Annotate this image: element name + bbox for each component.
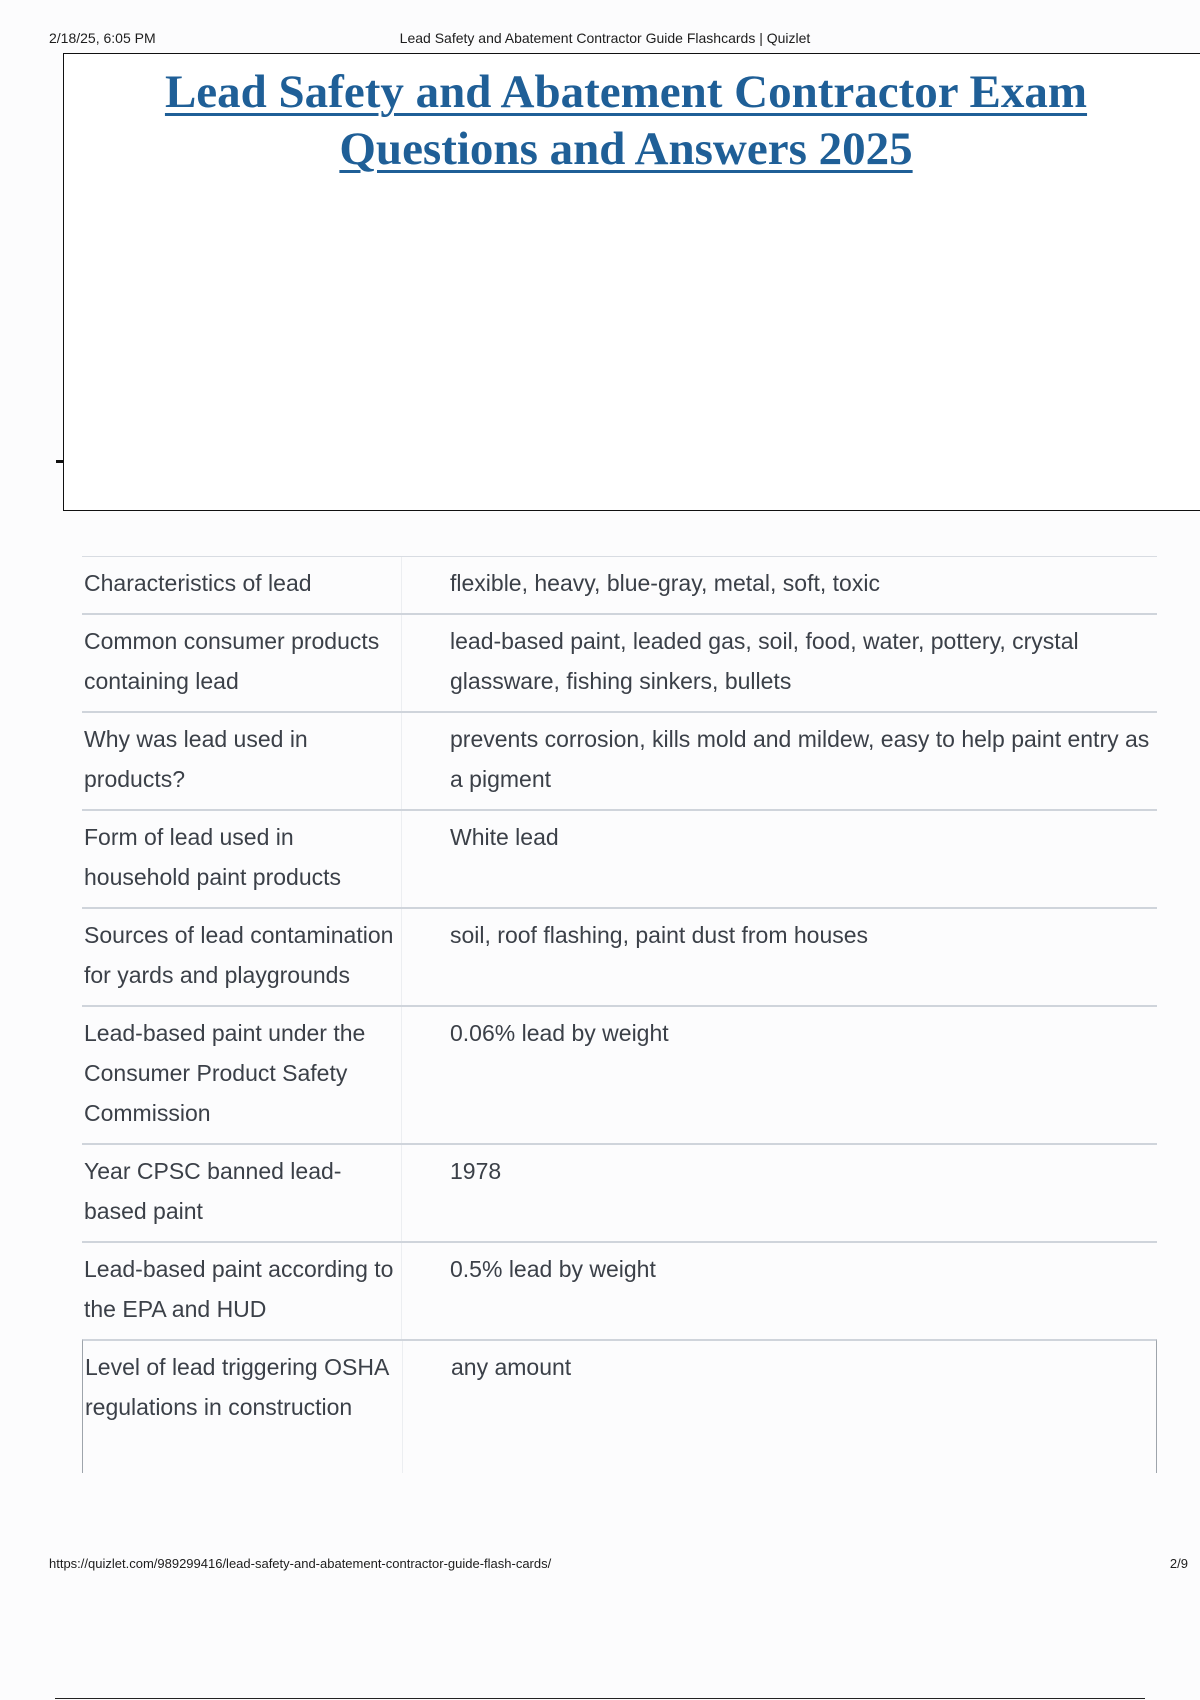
document-title: [64, 54, 1200, 178]
flashcard-definition: flexible, heavy, blue-gray, metal, soft, toxic: [450, 570, 880, 596]
flashcard-term: Common consumer products containing lead: [82, 615, 402, 711]
flashcard-list: [82, 556, 1157, 1473]
flashcard-term: Level of lead triggering OSHA regulations in construction: [83, 1341, 403, 1473]
flashcard-definition: 1978: [450, 1158, 502, 1184]
flashcard-row: [82, 1143, 1157, 1241]
flashcard-term: Year CPSC banned lead-based paint: [82, 1145, 402, 1241]
print-url: https://quizlet.com/989299416/lead-safety-and-abatement-contractor-guide-flash-cards/: [49, 1556, 552, 1571]
box-tick-mark: [56, 460, 64, 463]
print-datetime: 2/18/25, 6:05 PM: [49, 30, 156, 46]
flashcard-row: [82, 809, 1157, 907]
print-page-number: 2/9: [1169, 1556, 1188, 1571]
flashcard-definition: prevents corrosion, kills mold and mildew, easy to help paint entry as a pigment: [450, 726, 1150, 792]
document-title-line-2: Questions and Answers 2025: [339, 123, 913, 175]
flashcard-term: Characteristics of lead: [82, 557, 402, 613]
flashcard-term: Form of lead used in household paint products: [82, 811, 402, 907]
flashcard-term: Sources of lead contamination for yards and playgrounds: [82, 909, 402, 1005]
flashcard-row: [82, 907, 1157, 1005]
flashcard-row: [82, 1339, 1157, 1473]
title-box: [63, 53, 1200, 511]
flashcard-definition: White lead: [450, 824, 559, 850]
flashcard-term: Lead-based paint according to the EPA and HUD: [82, 1243, 402, 1339]
flashcard-row: [82, 556, 1157, 613]
print-footer: [0, 1556, 1200, 1576]
bottom-divider: [55, 1698, 1145, 1699]
flashcard-row: [82, 1005, 1157, 1143]
flashcard-row: [82, 1241, 1157, 1339]
flashcard-term: Lead-based paint under the Consumer Product Safety Commission: [82, 1007, 402, 1143]
flashcard-term: Why was lead used in products?: [82, 713, 402, 809]
flashcard-definition: any amount: [451, 1354, 572, 1380]
print-page-title: Lead Safety and Abatement Contractor Guide Flashcards | Quizlet: [399, 30, 811, 46]
document-title-line-1: Lead Safety and Abatement Contractor Exam: [164, 66, 1088, 118]
flashcard-definition: 0.06% lead by weight: [450, 1020, 669, 1046]
flashcard-definition: lead-based paint, leaded gas, soil, food, water, pottery, crystal glassware, fishing sinkers, bullets: [450, 628, 1079, 694]
flashcard-row: [82, 613, 1157, 711]
print-header: [0, 30, 1200, 50]
flashcard-definition: soil, roof flashing, paint dust from houses: [450, 922, 869, 948]
flashcard-definition: 0.5% lead by weight: [450, 1256, 656, 1282]
flashcard-row: [82, 711, 1157, 809]
